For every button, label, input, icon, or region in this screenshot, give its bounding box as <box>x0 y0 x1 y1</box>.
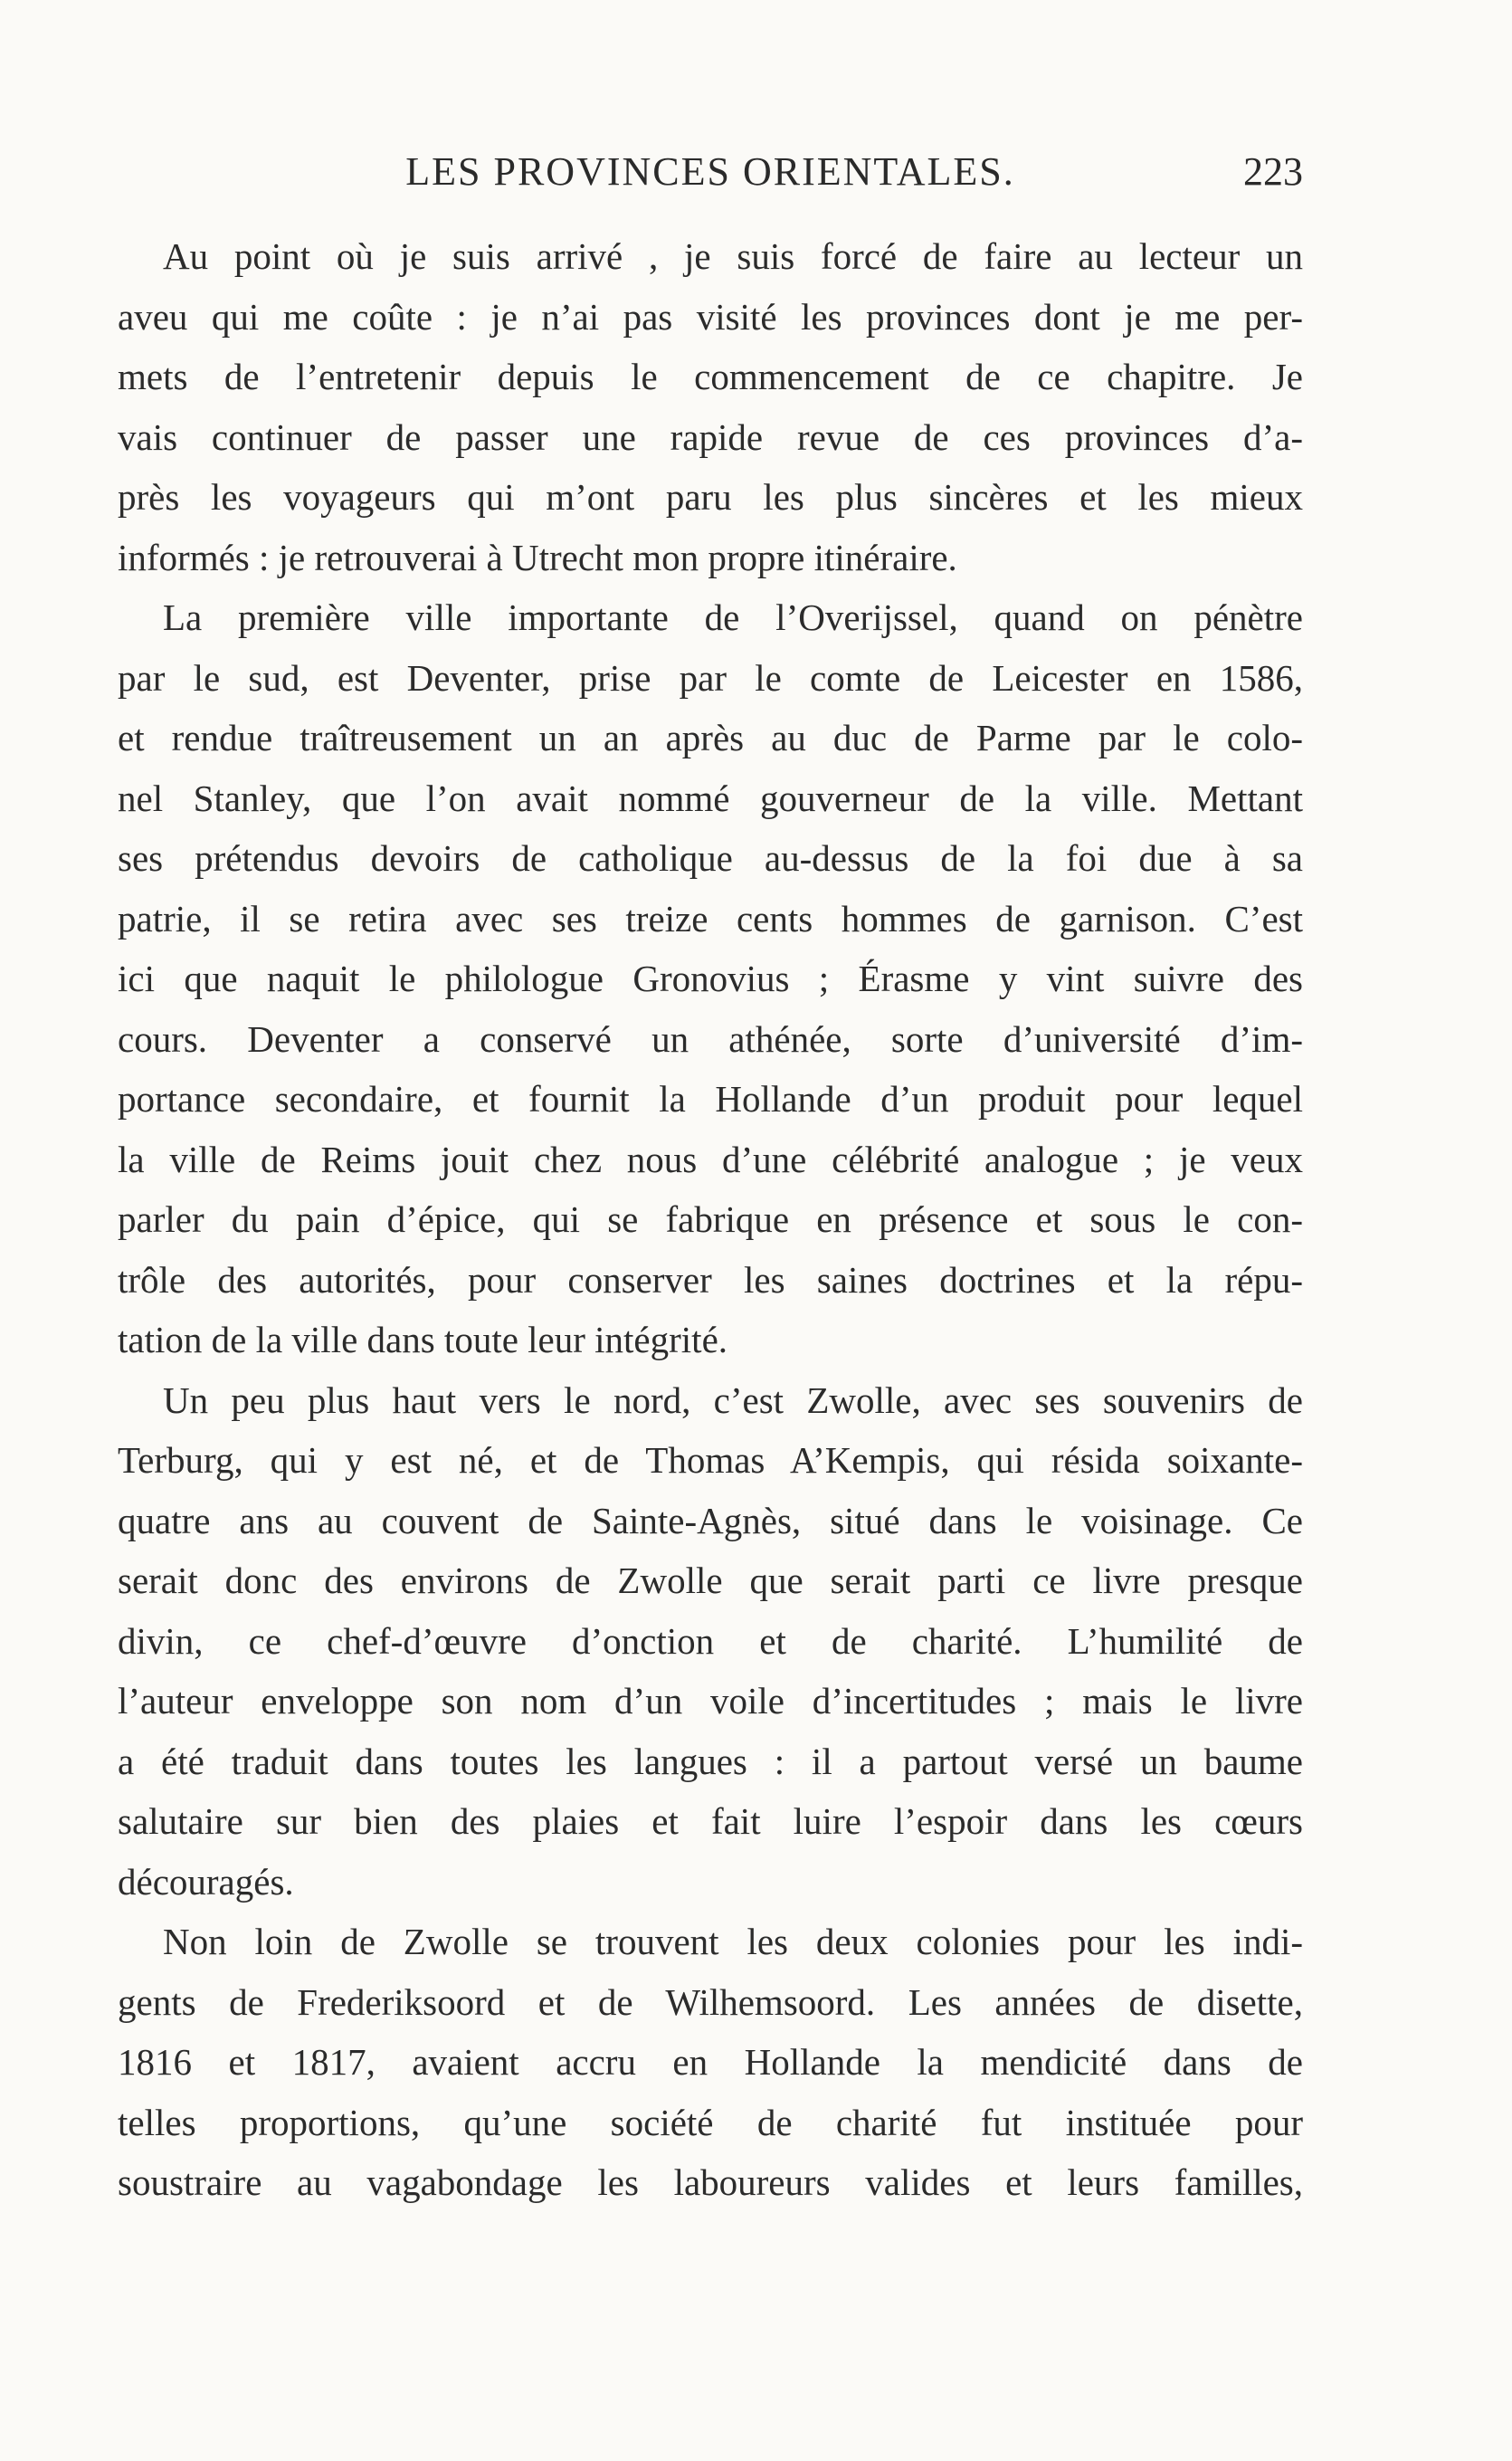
text-line: Terburg, qui y est né, et de Thomas A’Kempis, qui résida soixante- <box>118 1439 1303 1481</box>
text-line: informés : je retrouverai à Utrecht mon propre itinéraire. <box>118 536 957 578</box>
text-line: et rendue traîtreusement un an après au duc de Parme par le colo- <box>118 717 1303 758</box>
text-line: serait donc des environs de Zwolle que serait parti ce livre presque <box>118 1560 1303 1601</box>
text-line: près les voyageurs qui m’ont paru les plus sincères et les mieux <box>118 476 1303 518</box>
text-line: 1816 et 1817, avaient accru en Hollande la mendicité dans de <box>118 2041 1303 2083</box>
text-line: aveu qui me coûte : je n’ai pas visité les provinces dont je me per- <box>118 295 1303 338</box>
text-line: ici que naquit le philologue Gronovius ; Érasme y vint suivre des <box>118 958 1303 999</box>
text-line: vais continuer de passer une rapide revue de ces provinces d’a- <box>118 415 1303 458</box>
running-title: LES PROVINCES ORIENTALES. <box>405 149 1015 194</box>
text-line: Non loin de Zwolle se trouvent les deux colonies pour les indi- <box>163 1921 1303 1962</box>
text-line: la ville de Reims jouit chez nous d’une célébrité analogue ; je veux <box>118 1138 1303 1180</box>
text-line: parler du pain d’épice, qui se fabrique en présence et sous le con- <box>118 1198 1303 1240</box>
text-line: l’auteur enveloppe son nom d’un voile d’incertitudes ; mais le livre <box>118 1680 1303 1722</box>
text-line: par le sud, est Deventer, prise par le comte de Leicester en 1586, <box>118 656 1303 699</box>
text-line: telles proportions, qu’une société de charité fut instituée pour <box>118 2101 1303 2143</box>
text-line: a été traduit dans toutes les langues : il a partout versé un baume <box>118 1740 1303 1782</box>
text-line: cours. Deventer a conservé un athénée, sorte d’université d’im- <box>118 1017 1303 1060</box>
text-line: divin, ce chef-d’œuvre d’onction et de charité. L’humilité de <box>118 1619 1303 1662</box>
text-line: trôle des autorités, pour conserver les saines doctrines et la répu- <box>118 1258 1303 1301</box>
running-head <box>118 145 1303 199</box>
text-line: quatre ans au couvent de Sainte-Agnès, situé dans le voisinage. Ce <box>118 1499 1303 1541</box>
text-line: tation de la ville dans toute leur intégrité. <box>118 1319 728 1360</box>
text-line: ses prétendus devoirs de catholique au-dessus de la foi due à sa <box>118 837 1303 879</box>
text-line: Au point où je suis arrivé , je suis forcé de faire au lecteur un <box>163 235 1303 277</box>
text-line: mets de l’entretenir depuis le commencement de ce chapitre. Je <box>118 356 1303 397</box>
text-line: découragés. <box>118 1860 294 1903</box>
text-line: salutaire sur bien des plaies et fait luire l’espoir dans les cœurs <box>118 1800 1303 1842</box>
body-text <box>118 226 1303 2290</box>
text-line: nel Stanley, que l’on avait nommé gouverneur de la ville. Mettant <box>118 777 1303 819</box>
text-line: La première ville importante de l’Overijssel, quand on pénètre <box>163 596 1303 638</box>
text-line: patrie, il se retira avec ses treize cents hommes de garnison. C’est <box>118 897 1303 940</box>
text-line: soustraire au vagabondage les laboureurs valides et leurs familles, <box>118 2161 1303 2203</box>
text-line: gents de Frederiksoord et de Wilhemsoord. Les années de disette, <box>118 1980 1303 2023</box>
text-line: portance secondaire, et fournit la Hollande d’un produit pour lequel <box>118 1078 1303 1120</box>
page-number: 223 <box>1243 149 1303 194</box>
text-line: Un peu plus haut vers le nord, c’est Zwolle, avec ses souvenirs de <box>163 1378 1303 1421</box>
